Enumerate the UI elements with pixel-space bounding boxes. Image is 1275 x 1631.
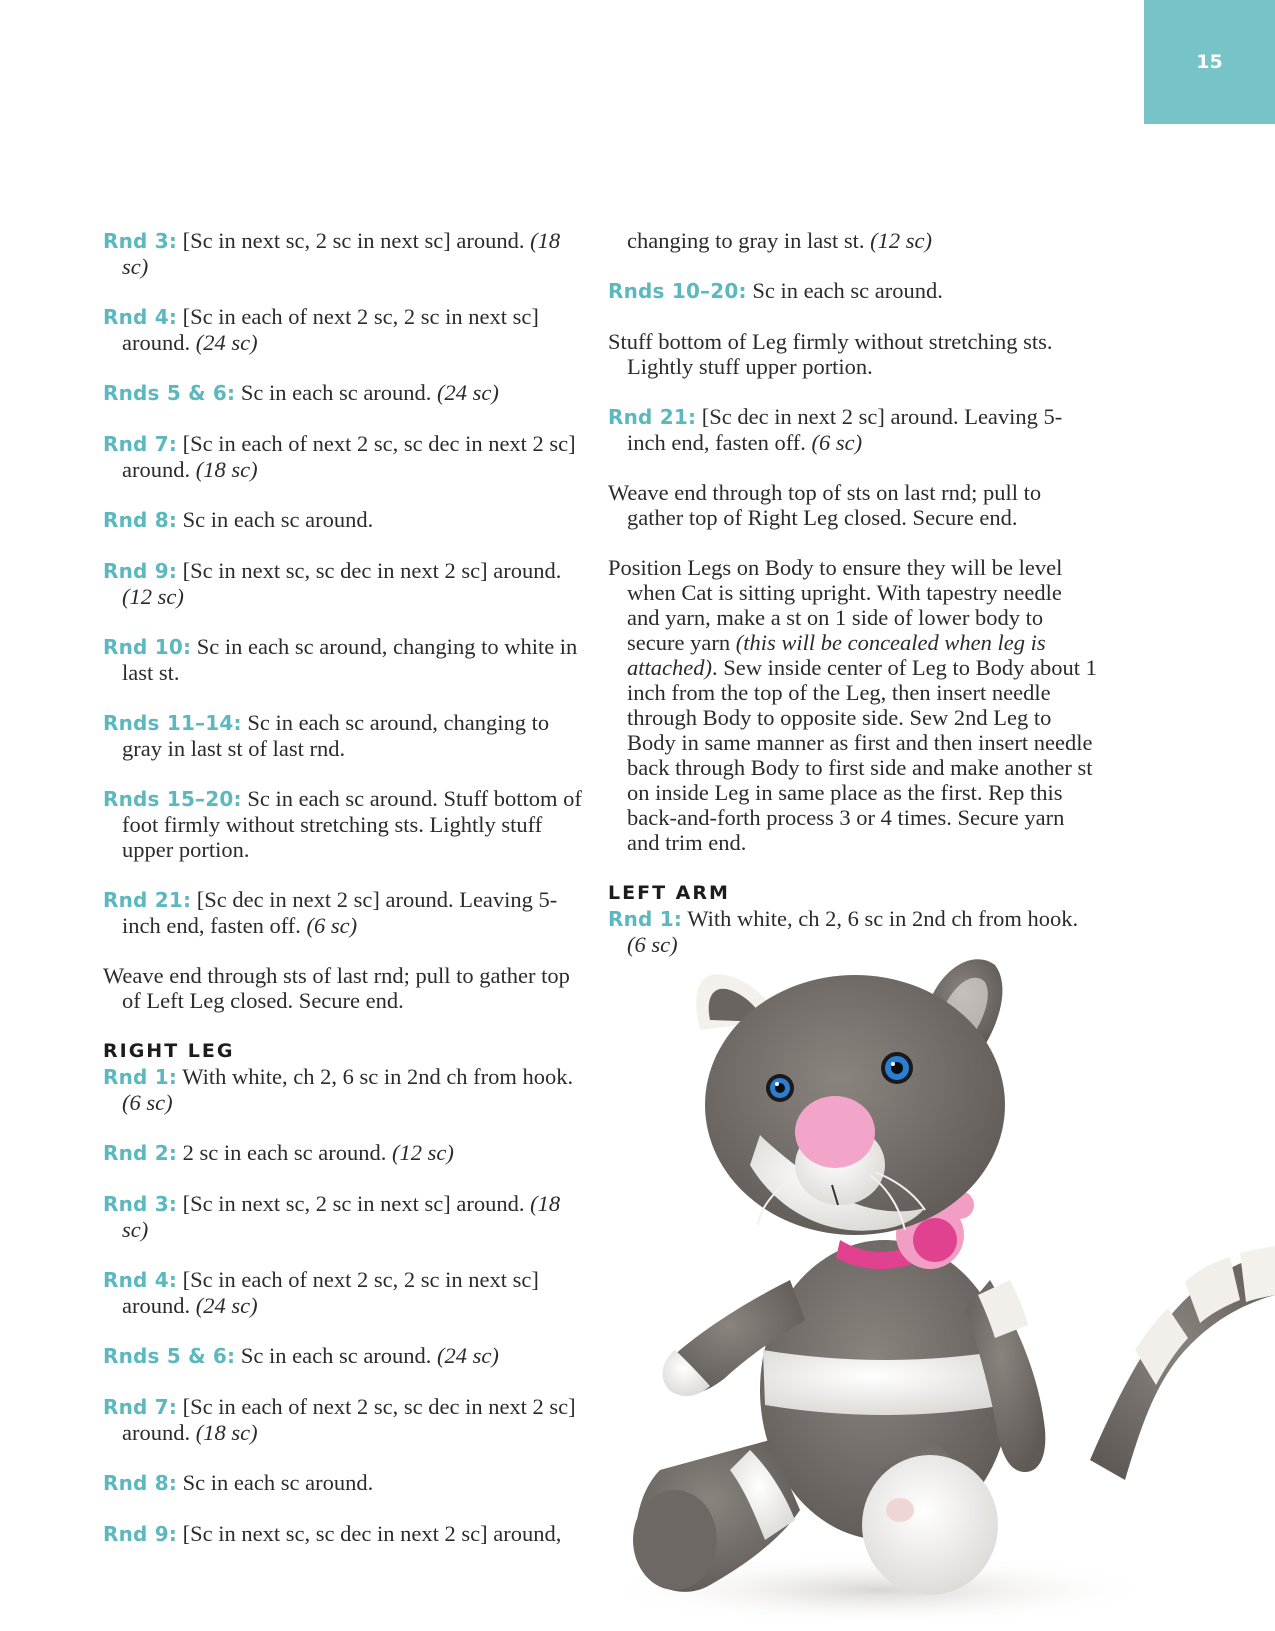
instruction-row: Rnd 21: [Sc dec in next 2 sc] around. Leaving 5-inch end, fasten off. (6 sc) (103, 887, 558, 938)
instruction-row: Rnd 3: [Sc in next sc, 2 sc in next sc] around. (18 sc) (103, 1191, 561, 1242)
instruction-row: Rnd 10: Sc in each sc around, changing to white in last st. (103, 634, 578, 685)
cat-head (696, 959, 1005, 1235)
instruction-row: Rnd 9: [Sc in next sc, sc dec in next 2 sc] around. (12 sc) (103, 558, 562, 609)
instruction-paragraph: Weave end through sts of last rnd; pull to gather top of Left Leg closed. Secure end. (103, 963, 570, 1013)
instruction-row: Rnd 1: With white, ch 2, 6 sc in 2nd ch from hook. (6 sc) (103, 1064, 574, 1115)
section-heading-right-leg: RIGHT LEG (103, 1040, 235, 1062)
page-number-tab (1144, 0, 1275, 124)
right-column (608, 228, 1098, 982)
left-column (103, 228, 583, 1572)
position-legs-paragraph: Position Legs on Body to ensure they will be level when Cat is sitting upright. With tapestry needle and yarn, make a st on 1 side of lower body to secure yarn (this will be concealed when leg is attached). Sew inside center of Leg to Body about 1 inch from the top of the Leg, then insert needle through Body to opposite side. Sew 2nd Leg to Body in same manner as first and then insert needle back through Body to first side and make another st on inside Leg in same place as the first. Rep this back-and-forth process 3 or 4 times. Secure yarn and trim end. (608, 555, 1097, 855)
instruction-row: Rnd 1: With white, ch 2, 6 sc in 2nd ch from hook. (6 sc) (608, 906, 1079, 957)
instruction-row: Rnd 3: [Sc in next sc, 2 sc in next sc] around. (18 sc) (103, 228, 561, 279)
instruction-row: Rnds 15–20: Sc in each sc around. Stuff bottom of foot firmly without stretching sts. Lightly stuff upper portion. (103, 786, 582, 862)
section-heading-left-arm: LEFT ARM (608, 882, 730, 904)
instruction-row: Rnd 9: [Sc in next sc, sc dec in next 2 sc] around, (103, 1521, 562, 1546)
instruction-row: Rnd 4: [Sc in each of next 2 sc, 2 sc in next sc] around. (24 sc) (103, 304, 539, 355)
instruction-row: Rnd 7: [Sc in each of next 2 sc, sc dec in next 2 sc] around. (18 sc) (103, 1394, 576, 1445)
page-number: 15 (1196, 51, 1223, 73)
instruction-paragraph: Stuff bottom of Leg firmly without stretching sts. Lightly stuff upper portion. (608, 329, 1053, 379)
instruction-row: Rnd 8: Sc in each sc around. (103, 507, 374, 532)
instruction-row: Rnd 7: [Sc in each of next 2 sc, sc dec in next 2 sc] around. (18 sc) (103, 431, 576, 482)
instruction-row: Rnd 2: 2 sc in each sc around. (12 sc) (103, 1140, 454, 1165)
instruction-row: Rnd 21: [Sc dec in next 2 sc] around. Leaving 5-inch end, fasten off. (6 sc) (608, 404, 1063, 455)
instruction-row: Rnd 8: Sc in each sc around. (103, 1470, 374, 1495)
instruction-row: Rnds 10–20: Sc in each sc around. (608, 278, 943, 303)
cat-right-foot (862, 1455, 998, 1595)
cat-nose (795, 1096, 875, 1168)
cat-tail (1090, 1246, 1275, 1480)
instruction-row: Rnds 5 & 6: Sc in each sc around. (24 sc) (103, 380, 499, 405)
crochet-cat-photo (600, 950, 1275, 1631)
instruction-continuation: changing to gray in last st. (12 sc) (627, 228, 932, 253)
instruction-row: Rnds 11–14: Sc in each sc around, changing to gray in last st of last rnd. (103, 710, 550, 761)
instruction-row: Rnd 4: [Sc in each of next 2 sc, 2 sc in next sc] around. (24 sc) (103, 1267, 539, 1318)
instruction-row: Rnds 5 & 6: Sc in each sc around. (24 sc) (103, 1343, 499, 1368)
instruction-paragraph: Weave end through top of sts on last rnd; pull to gather top of Right Leg closed. Secure end. (608, 480, 1042, 530)
